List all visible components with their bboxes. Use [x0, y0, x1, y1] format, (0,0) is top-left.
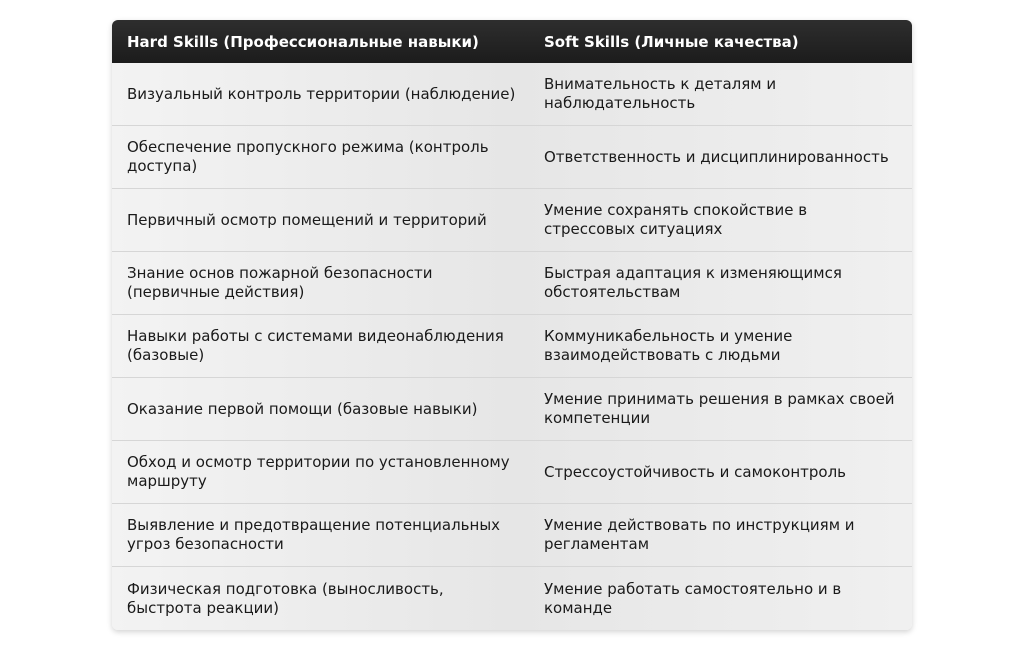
soft-skill-cell: Коммуникабельность и умение взаимодействовать с людьми: [544, 327, 793, 364]
soft-skill-cell: Быстрая адаптация к изменяющимся обстоятельствам: [544, 264, 842, 301]
table-row: [112, 252, 912, 315]
soft-skill-cell: Умение работать самостоятельно и в команде: [544, 579, 842, 617]
hard-skill-cell: Обход и осмотр территории по установленному маршруту: [127, 453, 510, 490]
table-row: [112, 567, 912, 630]
hard-skill-cell: Знание основ пожарной безопасности (первичные действия): [127, 264, 433, 301]
table-row: [112, 441, 912, 504]
hard-skill-cell: Обеспечение пропускного режима (контроль доступа): [127, 138, 489, 175]
table-row: [112, 63, 912, 126]
hard-skill-cell: Навыки работы с системами видеонаблюдения (базовые): [127, 327, 504, 364]
skills-table: [112, 20, 912, 630]
soft-skill-cell: Внимательность к деталям и наблюдательность: [544, 75, 777, 112]
soft-skill-cell: Умение действовать по инструкциям и регламентам: [544, 516, 855, 553]
header-hard-skills: Hard Skills (Профессиональные навыки): [127, 32, 479, 51]
table-row: [112, 504, 912, 567]
soft-skill-cell: Ответственность и дисциплинированность: [544, 147, 889, 166]
hard-skill-cell: Оказание первой помощи (базовые навыки): [127, 399, 478, 418]
table-row: [112, 378, 912, 441]
table-row: [112, 315, 912, 378]
soft-skill-cell: Умение сохранять спокойствие в стрессовых ситуациях: [544, 201, 808, 238]
hard-skill-cell: Первичный осмотр помещений и территорий: [127, 210, 487, 229]
table-header-row: [112, 20, 912, 63]
soft-skill-cell: Стрессоустойчивость и самоконтроль: [544, 462, 846, 481]
hard-skill-cell: Выявление и предотвращение потенциальных угроз безопасности: [127, 516, 501, 553]
table-row: [112, 126, 912, 189]
soft-skill-cell: Умение принимать решения в рамках своей компетенции: [544, 390, 895, 427]
hard-skill-cell: Визуальный контроль территории (наблюдение): [127, 84, 516, 103]
hard-skill-cell: Физическая подготовка (выносливость, быстрота реакции): [127, 579, 444, 617]
header-soft-skills: Soft Skills (Личные качества): [544, 32, 799, 51]
table-row: [112, 189, 912, 252]
